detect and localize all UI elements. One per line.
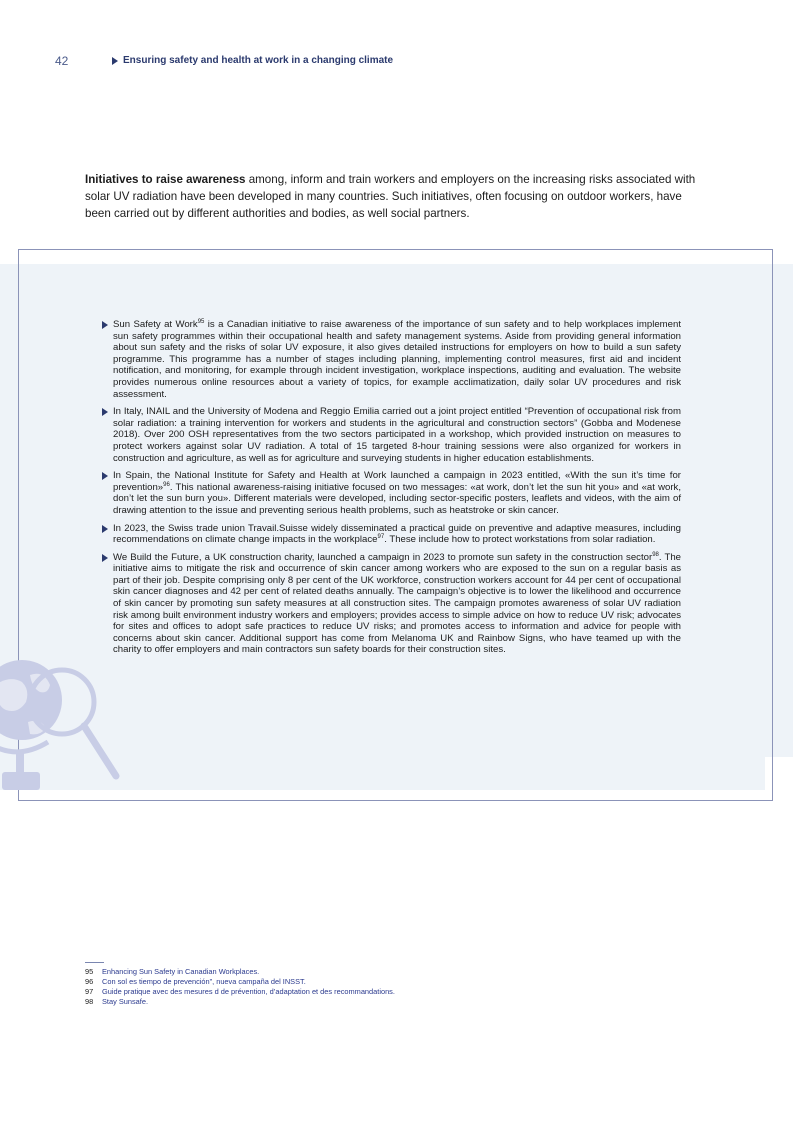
- list-item-text: In Italy, INAIL and the University of Modena and Reggio Emilia carried out a joint project entitled “Prevention of occupational risk from solar radiation: a training intervention for workers and students in the agricultural and construction sectors” (Gobba and Modenese 2018). Over 200 OSH representatives from the two sectors participated in a workshop, which provided instruction on measures to protect workers against solar UV radiation. A total of 15 targeted 8-hour training sessions were also organized for workers in construction and agriculture, as well as for agriculture and surveying students in higher education establishments.: [113, 406, 681, 464]
- footnote-number: 95: [85, 967, 94, 976]
- triangle-bullet-icon: [102, 408, 108, 416]
- intro-bold-lead: Initiatives to raise awareness: [85, 173, 246, 186]
- footnote-ref: 96: [163, 481, 170, 488]
- triangle-bullet-icon: [102, 321, 108, 329]
- footnote-ref: 97: [377, 533, 385, 540]
- footnote-number: 97: [85, 987, 94, 996]
- list-item-text: is a Canadian initiative to raise awareness of the importance of sun safety and to help workplaces implement sun safety programmes within their occupational health and safety management systems. Aside from providing general information about sun safety and the risks of solar UV exposure, it also gives detailed instructions for employers on how to build a sun safety programme. This programme has a number of stages including planning, implementing control measures, first aid and incident notification, and monitoring, for example through incident investigation, workplace inspections, auditing and evaluation. The website provides numerous online resources about a variety of topics, for example acclimatization, daily solar UV procedures and risk assessment.: [113, 319, 681, 400]
- footnote-number: 98: [85, 997, 94, 1006]
- list-item-text: We Build the Future, a UK construction charity, launched a campaign in 2023 to promote sun safety in the construction sector: [113, 551, 653, 563]
- list-item-text: . These include how to protect workstations from solar radiation.: [384, 534, 656, 546]
- footnote-link[interactable]: Enhancing Sun Safety in Canadian Workplaces.: [102, 967, 260, 976]
- triangle-bullet-icon: [102, 472, 108, 480]
- footnote[interactable]: [85, 967, 585, 977]
- footnote[interactable]: [85, 997, 585, 1007]
- triangle-bullet-icon: [102, 554, 108, 562]
- footnotes: [85, 967, 585, 1007]
- list-item-text: In 2023, the Swiss trade union Travail.Suisse widely disseminated a practical guide on preventive and adaptive measures, including recommendations on climate change impacts in the workplace: [113, 522, 681, 546]
- list-item: [102, 552, 681, 656]
- footnote-link[interactable]: Stay Sunsafe.: [102, 997, 149, 1006]
- list-item-text: Sun Safety at Work: [113, 319, 198, 330]
- footnote-rule: [85, 962, 104, 963]
- running-title: Ensuring safety and health at work in a changing climate: [123, 55, 394, 66]
- list-item-text: In Spain, the National Institute for Safety and Health at Work launched a campaign in 2023 entitled, «With the sun it’s time for prevention»: [113, 470, 681, 493]
- list-item-text: . This national awareness-raising initiative focused on two messages: «at work, don’t let the sun hit you» and «at work, don’t let the sun burn you». Different materials were developed, including sector-specific posters, leaflets and videos, with the aim of drawing attention to the issue and preventing serious health problems, such as heatstroke or skin cancer.: [113, 481, 681, 516]
- footnote-link[interactable]: Guide pratique avec des mesures d de prévention, d’adaptation et des recommandations.: [102, 987, 395, 996]
- list-item: [102, 523, 681, 546]
- running-head: [112, 55, 393, 66]
- list-item-text: . The initiative aims to mitigate the risk and occurrence of skin cancer among workers who are exposed to the sun on a regular basis as part of their job. Despite comprising only 8 per cent of the UK workforce, construction workers account for 44 per cent of occupational skin cancer diagnoses and 42 per cent of related deaths annually. The campaign’s objective is to lower the likelihood and occurrence of skin cancer by promoting sun safety measures at all construction sites. The campaign promotes awareness of solar UV radiation risk among built environment industry workers and employers; provides access to simple advice on how to reduce UV risk; advocates for sites and offices to adopt safe practices to reduce UV risks; and promotes access to information and advice for people with concerns about skin cancer. Additional support has come from Melanoma UK and Rainbow Signs, who have teamed up with the charity to offer employers and main contractors sun safety boards for their construction sites.: [113, 551, 681, 656]
- footnote[interactable]: [85, 977, 585, 987]
- footnote-number: 96: [85, 977, 94, 986]
- list-item: [102, 319, 681, 400]
- triangle-bullet-icon: [112, 57, 118, 65]
- list-item: [102, 406, 681, 464]
- footnote-link[interactable]: Con sol es tiempo de prevención”, nueva campaña del INSST.: [102, 977, 306, 986]
- footnote-ref: 98: [652, 551, 659, 558]
- footnote-ref: 95: [197, 318, 205, 325]
- list-item: [102, 470, 681, 516]
- intro-paragraph: [85, 171, 710, 222]
- footnote[interactable]: [85, 987, 585, 997]
- triangle-bullet-icon: [102, 525, 108, 533]
- initiatives-list: [102, 319, 681, 662]
- intro-text: among, inform and train workers and employers on the increasing risks associated with solar UV radiation have been developed in many countries. Such initiatives, often focusing on outdoor workers, have been carried out by different authorities and bodies, as well social partners.: [85, 173, 696, 220]
- page-number: 42: [55, 54, 69, 68]
